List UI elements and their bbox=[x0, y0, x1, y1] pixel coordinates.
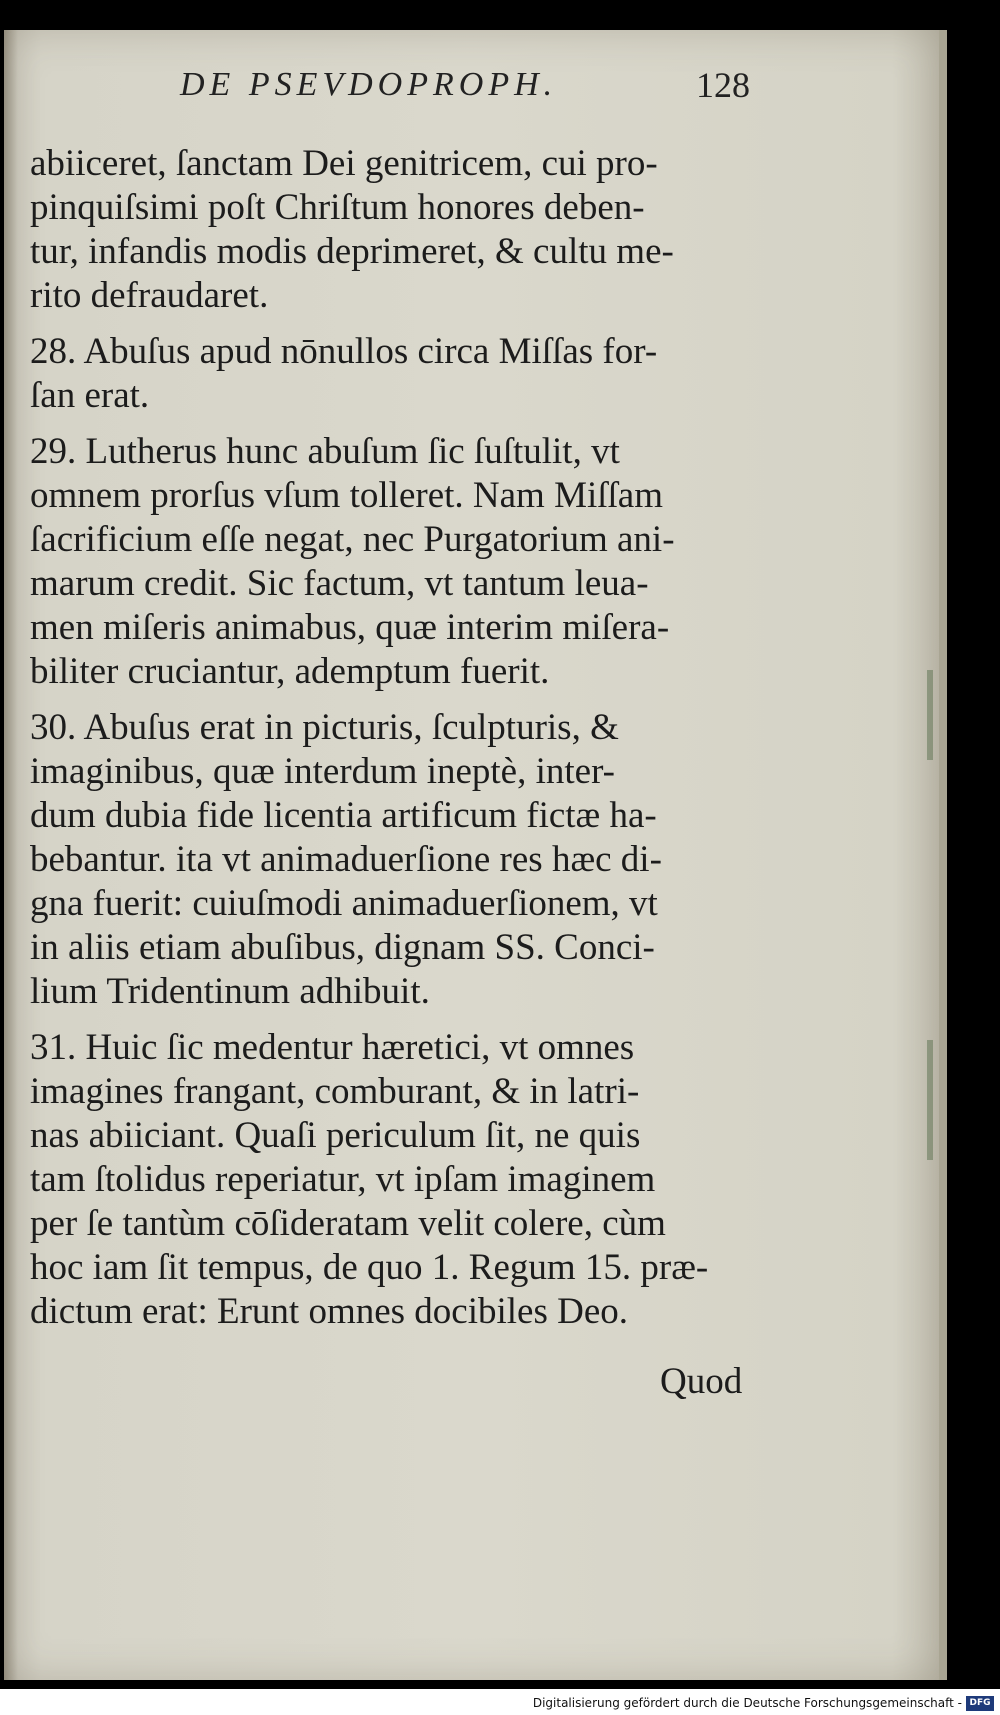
text-line: nas abiiciant. Quaſi periculum ſit, ne quis bbox=[30, 1115, 641, 1156]
text-line: bebantur. ita vt animaduerſione res hæc di- bbox=[30, 839, 662, 880]
body-text bbox=[30, 142, 765, 1346]
text-line: omnem prorſus vſum tolleret. Nam Miſſam bbox=[30, 475, 664, 516]
text-line: 29. Lutherus hunc abuſum ſic ſuſtulit, vt bbox=[30, 431, 620, 472]
footer-bar bbox=[0, 1689, 1000, 1715]
text-line: pinquiſsimi poſt Chriſtum honores deben- bbox=[30, 187, 645, 228]
text-line: men miſeris animabus, quæ interim miſera- bbox=[30, 607, 670, 648]
page-number: 128 bbox=[696, 65, 750, 105]
paragraph bbox=[30, 430, 765, 694]
text-line: lium Tridentinum adhibuit. bbox=[30, 971, 430, 1012]
paragraph bbox=[30, 330, 765, 418]
text-line: tam ſtolidus reperiatur, vt ipſam imaginem bbox=[30, 1159, 656, 1200]
catchword: Quod bbox=[660, 1361, 743, 1402]
paragraph bbox=[30, 706, 765, 1014]
text-line: ſacrificium eſſe negat, nec Purgatorium ani- bbox=[30, 519, 675, 560]
footer-credit: Digitalisierung gefördert durch die Deutsche Forschungsgemeinschaft - bbox=[532, 1696, 962, 1710]
text-line: 30. Abuſus erat in picturis, ſculpturis, & bbox=[30, 707, 619, 748]
text-line: 28. Abuſus apud nōnullos circa Miſſas for- bbox=[30, 331, 658, 372]
text-line: tur, infandis modis deprimeret, & cultu me- bbox=[30, 231, 674, 272]
paragraph bbox=[30, 1026, 765, 1334]
text-line: dum dubia fide licentia artificum fictæ ha- bbox=[30, 795, 657, 836]
text-line: ſan erat. bbox=[30, 375, 150, 416]
text-line: biliter cruciantur, ademptum fuerit. bbox=[30, 651, 550, 692]
text-line: abiiceret, ſanctam Dei genitricem, cui pro- bbox=[30, 143, 658, 184]
text-line: imagines frangant, comburant, & in latri- bbox=[30, 1071, 640, 1112]
text-line: 31. Huic ſic medentur hæretici, vt omnes bbox=[30, 1027, 635, 1068]
page-header bbox=[180, 62, 750, 118]
text-line: imaginibus, quæ interdum ineptè, inter- bbox=[30, 751, 615, 792]
text-line: marum credit. Sic factum, vt tantum leua- bbox=[30, 563, 649, 604]
text-line: in aliis etiam abuſibus, dignam SS. Conci- bbox=[30, 927, 655, 968]
text-line: per ſe tantùm cōſideratam velit colere, cùm bbox=[30, 1203, 666, 1244]
text-line: hoc iam ſit tempus, de quo 1. Regum 15. præ- bbox=[30, 1247, 709, 1288]
dfg-logo-icon: DFG bbox=[966, 1696, 994, 1711]
page-edge-stain bbox=[927, 670, 933, 760]
text-line: gna fuerit: cuiuſmodi animaduerſionem, vt bbox=[30, 883, 658, 924]
paragraph bbox=[30, 142, 765, 318]
page-edge-stain bbox=[927, 1040, 933, 1160]
running-title: DE PSEVDOPROPH. bbox=[180, 66, 558, 103]
text-line: rito defraudaret. bbox=[30, 275, 269, 316]
text-line: dictum erat: Erunt omnes docibiles Deo. bbox=[30, 1291, 629, 1332]
